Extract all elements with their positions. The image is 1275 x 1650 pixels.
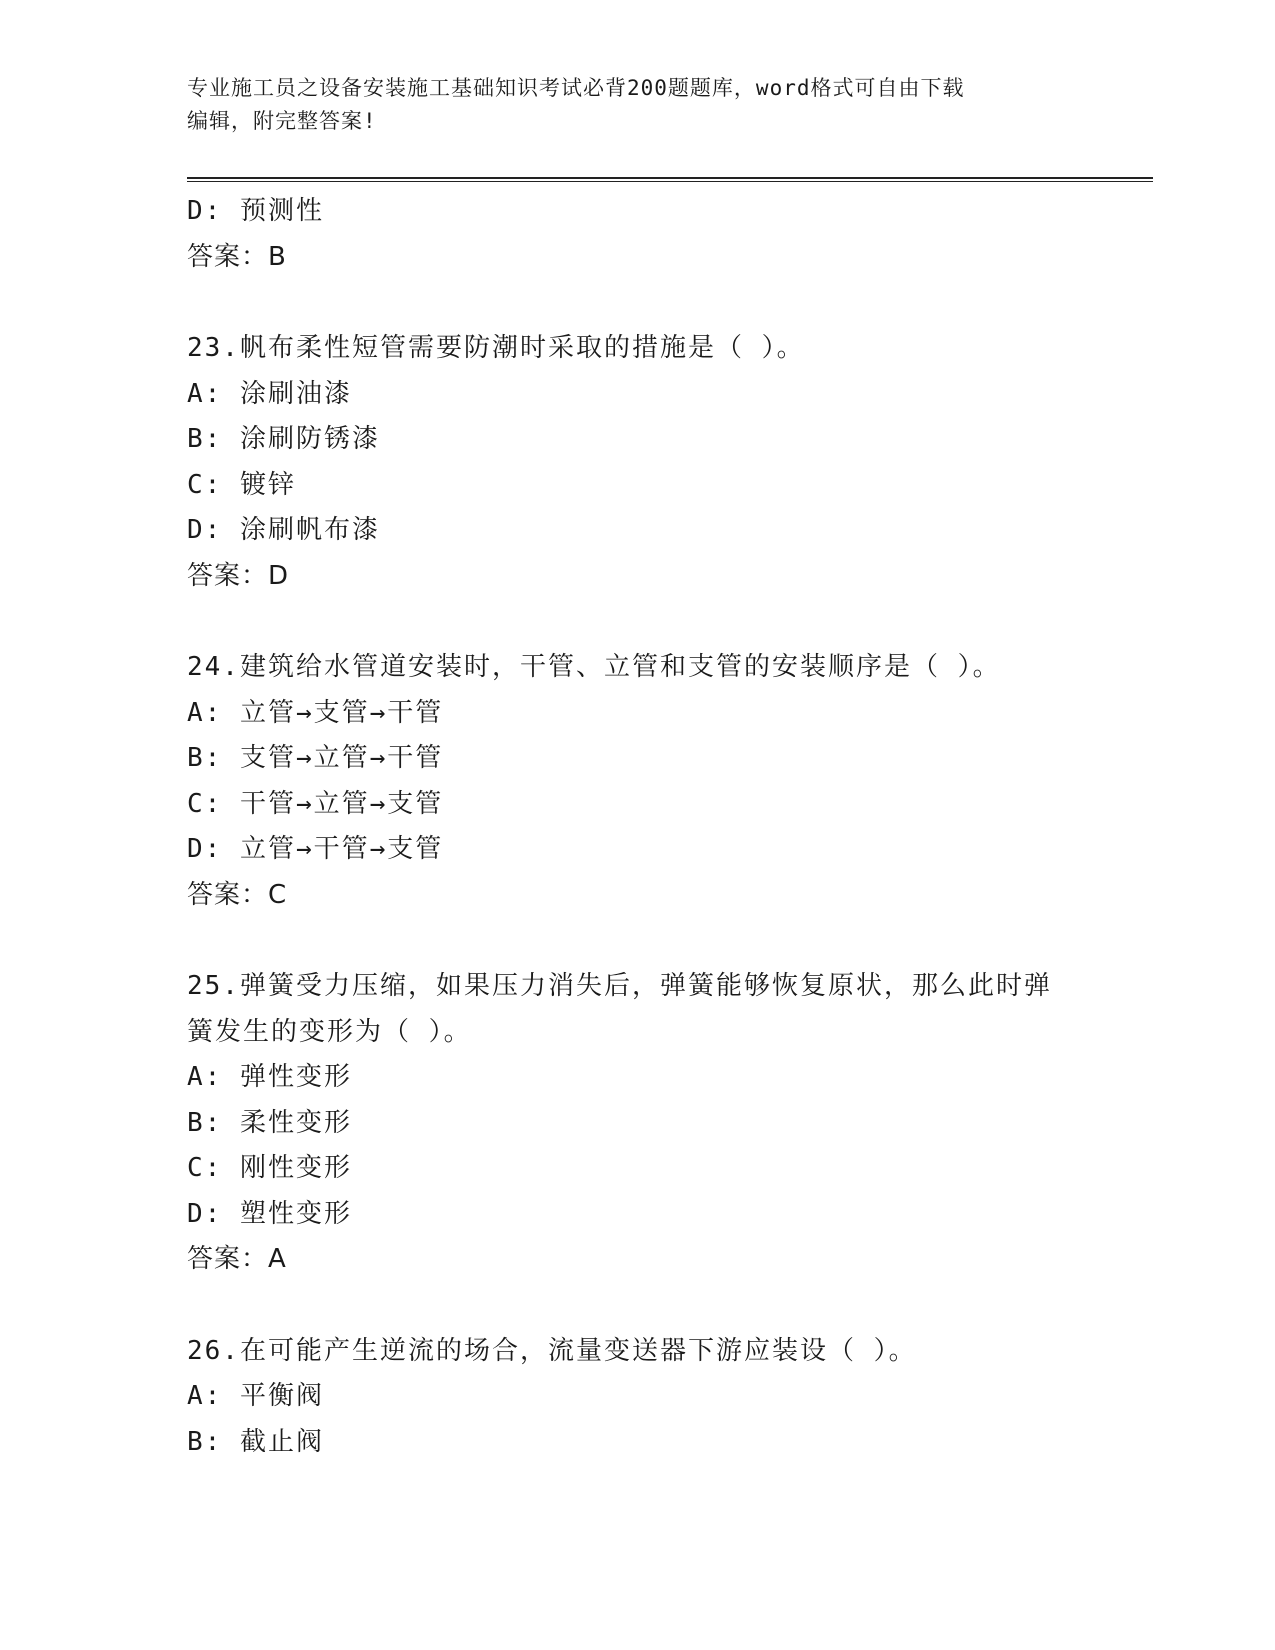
option-d: D: 立管→干管→支管 [187, 834, 444, 864]
question-23 [187, 326, 1087, 599]
option-c: C: 干管→立管→支管 [187, 788, 444, 819]
header-divider-thin [187, 181, 1153, 182]
question-stem-line-1: 25.弹簧受力压缩，如果压力消失后，弹簧能够恢复原状，那么此时弹 [187, 971, 1052, 1001]
option-d: D: 预测性 [187, 196, 324, 226]
answer-line: 答案：B [187, 241, 287, 272]
question-fragment [187, 189, 1087, 280]
option-c: C: 刚性变形 [187, 1153, 352, 1183]
option-a: A: 立管→支管→干管 [187, 697, 444, 728]
question-stem-line-2: 簧发生的变形为（ ）。 [187, 1016, 472, 1047]
question-24 [187, 645, 1087, 918]
question-stem: 26.在可能产生逆流的场合，流量变送器下游应装设（ ）。 [187, 1335, 917, 1366]
question-25 [187, 964, 1087, 1283]
option-c: C: 镀锌 [187, 469, 296, 500]
question-stem: 23.帆布柔性短管需要防潮时采取的措施是（ ）。 [187, 333, 805, 363]
option-b: B: 柔性变形 [187, 1107, 352, 1138]
header-line-2: 编辑，附完整答案! [187, 109, 377, 133]
option-b: B: 支管→立管→干管 [187, 743, 444, 773]
option-a: A: 涂刷油漆 [187, 378, 352, 409]
header-line-1: 专业施工员之设备安装施工基础知识考试必背200题题库，word格式可自由下载 [187, 76, 965, 100]
option-a: A: 平衡阀 [187, 1381, 324, 1411]
spacer [187, 1283, 1087, 1329]
option-b: B: 截止阀 [187, 1426, 324, 1457]
page-header [187, 72, 1077, 138]
spacer [187, 599, 1087, 645]
option-a: A: 弹性变形 [187, 1062, 352, 1092]
answer-line: 答案：A [187, 1244, 287, 1274]
question-26 [187, 1329, 1087, 1466]
question-list [187, 189, 1087, 1465]
answer-line: 答案：C [187, 879, 288, 910]
question-stem: 24.建筑给水管道安装时，干管、立管和支管的安装顺序是（ ）。 [187, 652, 1001, 682]
spacer [187, 918, 1087, 964]
option-d: D: 涂刷帆布漆 [187, 515, 380, 545]
spacer [187, 280, 1087, 326]
option-b: B: 涂刷防锈漆 [187, 424, 380, 454]
option-d: D: 塑性变形 [187, 1198, 352, 1229]
answer-line: 答案：D [187, 560, 290, 591]
header-divider-thick [187, 177, 1153, 179]
